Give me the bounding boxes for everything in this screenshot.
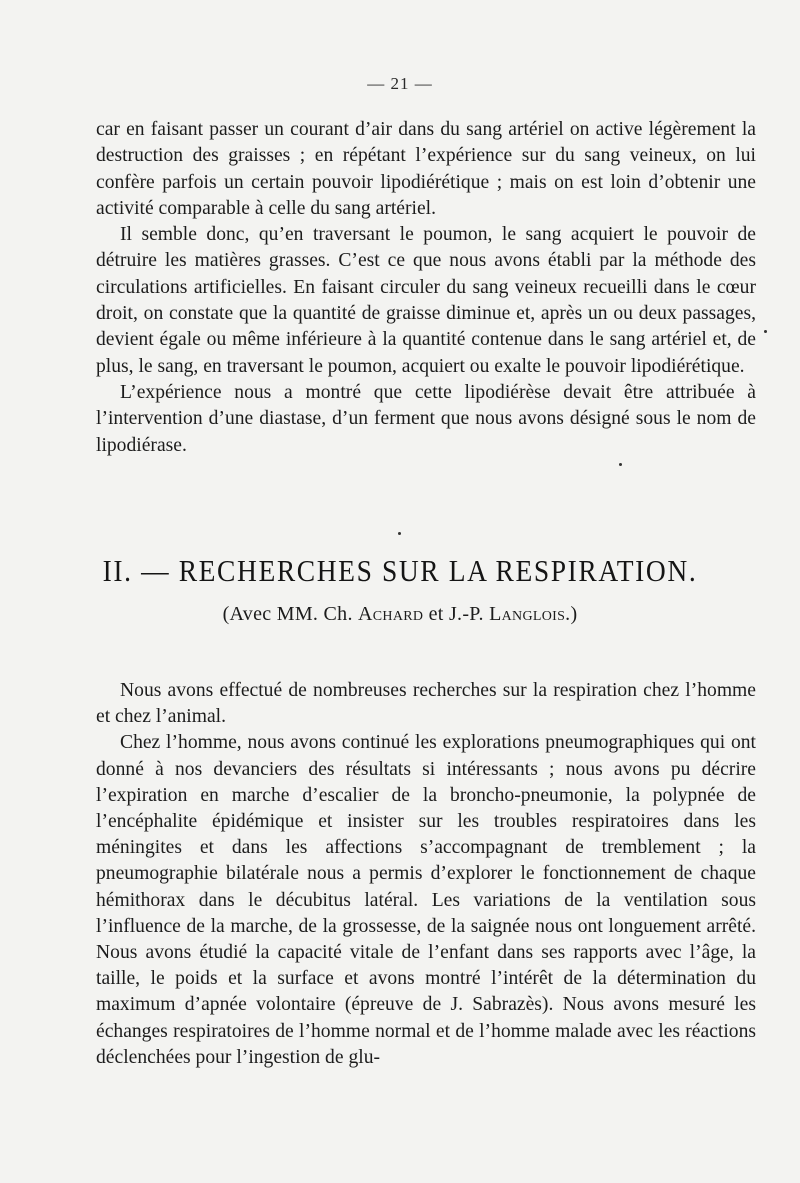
paragraph: car en faisant passer un courant d’air dans du sang artériel on active légèrement la destruction des graisses ; en répétant l’expérience sur du sang veineux, on lui confère parfois un certain pouvoir lipodiérétique ; mais on est loin d’obtenir une activité comparable à celle du sang artériel. [96, 119, 756, 219]
print-speck [398, 532, 401, 535]
author-name: Achard [358, 603, 424, 625]
author-name: Langlois [489, 603, 566, 625]
subtitle-middle: et J.-P. [423, 603, 490, 625]
paragraph: Nous avons effectué de nombreuses recherches sur la respiration chez l’homme et chez l’animal. [96, 680, 756, 728]
page-number: — 21 — [367, 74, 433, 93]
subtitle-suffix: .) [565, 603, 578, 625]
print-speck [619, 463, 622, 466]
paragraph: Chez l’homme, nous avons continué les explorations pneumographiques qui ont donné à nos devanciers des résultats si intéressants ; nous avons pu décrire l’expiration en marche d’escalier de la broncho-pneumonie, la polypnée de l’encéphalite épidémique et insister sur les troubles respiratoires dans les méningites et dans les affections s’accompagnant de tremblement ; la pneumographie bilatérale nous a permis d’explorer le fonctionnement de chaque hémithorax dans le décubitus latéral. Les variations de la ventilation sous l’influence de la marche, de la grossesse, de la saignée nous ont longuement arrêté. Nous avons étudié la capacité vitale de l’enfant dans ses rapports avec l’âge, la taille, le poids et la surface et avons montré l’intérêt de la détermination du maximum d’apnée volontaire (épreuve de J. Sabrazès). Nous avons mesuré les échanges respiratoires de l’homme normal et de l’homme malade avec les réactions déclenchées pour l’ingestion de glu- [96, 732, 756, 1068]
paragraph: L’expérience nous a montré que cette lipodiérèse devait être attribuée à l’intervention d’une diastase, d’un ferment que nous avons désigné sous le nom de lipodiérase. [96, 381, 756, 456]
intro-text [96, 117, 756, 459]
subtitle-prefix: (Avec MM. Ch. [222, 603, 359, 625]
section-body-text [96, 678, 756, 1071]
print-speck [764, 330, 767, 333]
paragraph: Il semble donc, qu’en traversant le poumon, le sang acquiert le pouvoir de détruire les matières grasses. C’est ce que nous avons établi par la méthode des circulations artificielles. En faisant circuler du sang veineux recueilli dans le cœur droit, on constate que la quantité de graisse diminue et, après un ou deux passages, devient égale ou même inférieure à la quantité contenue dans le sang artériel et, de plus, le sang, en traversant le poumon, acquiert ou exalte le pouvoir lipodiérétique. [96, 224, 756, 377]
section-heading: II. — RECHERCHES SUR LA RESPIRATION. [102, 553, 698, 588]
section-subtitle [0, 603, 800, 626]
